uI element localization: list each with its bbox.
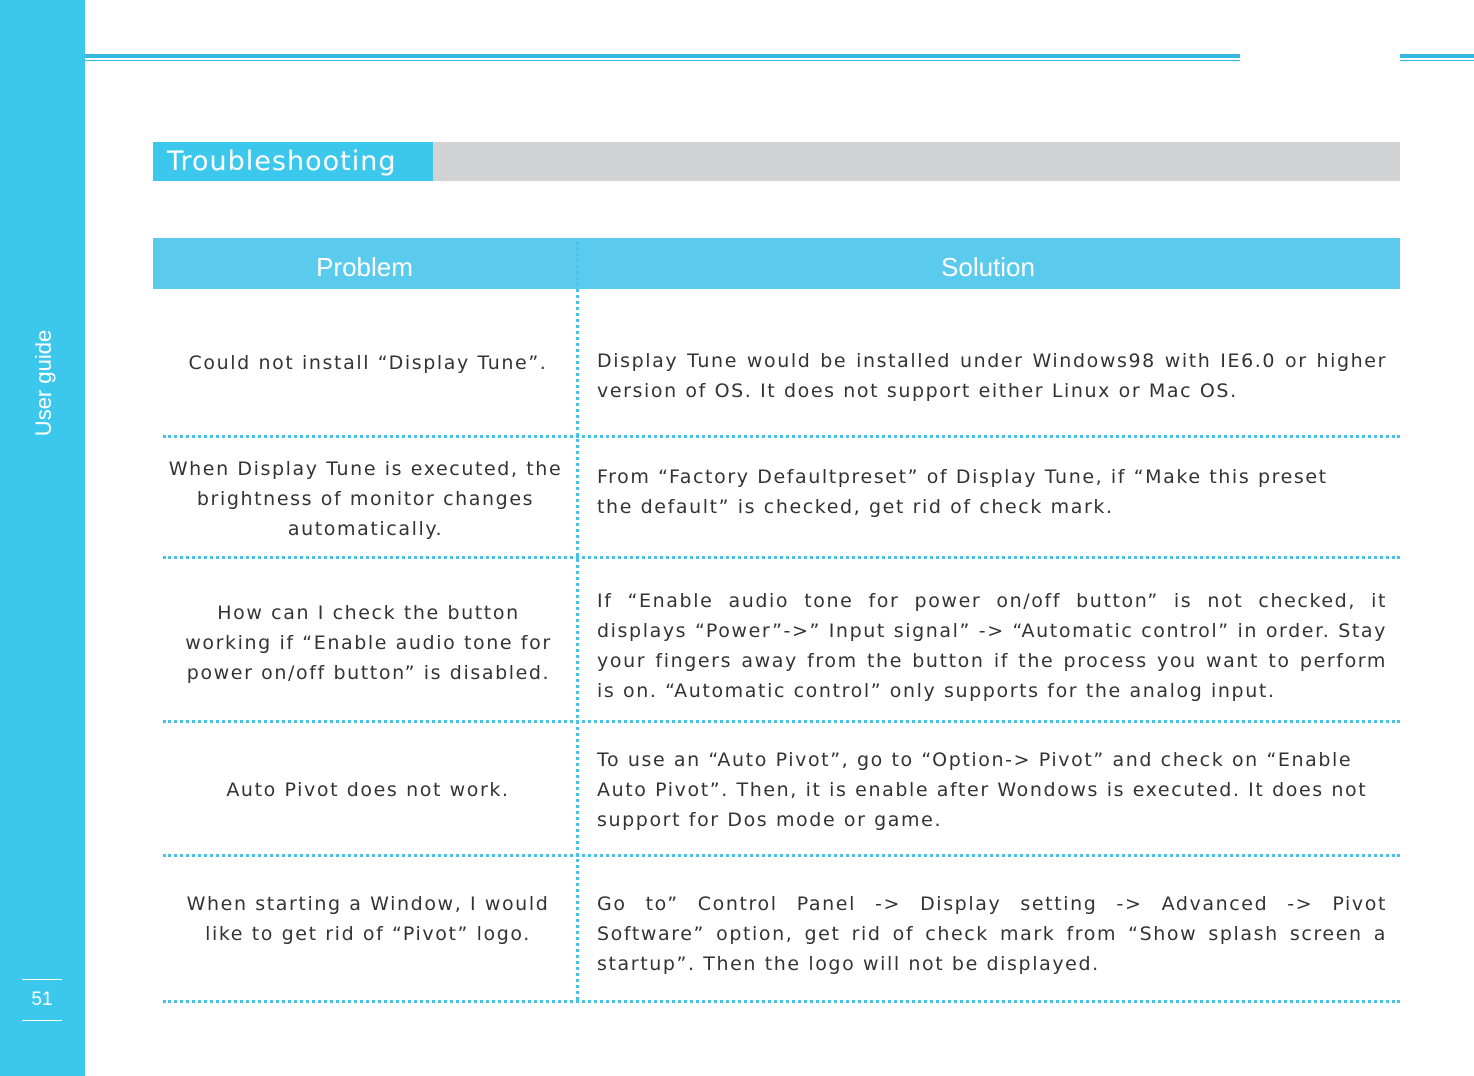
solution-cell: Go to” Control Panel -> Display setting -> Advanced -> Pivot Software” option, get rid of check mark from “Show splash screen a startup”. Then the logo will not be displayed. xyxy=(597,893,1387,975)
side-label: User guide xyxy=(31,329,56,437)
solution-cell: Display Tune would be installed under Windows98 with IE6.0 or higher version of OS. It does not support either Linux or Mac OS. xyxy=(597,350,1387,402)
solution-cell: To use an “Auto Pivot”, go to “Option-> Pivot” and check on “Enable Auto Pivot”. Then, it is enable after Wondows is executed. It does not support for Dos mode or game. xyxy=(597,749,1368,831)
row-divider xyxy=(163,556,1400,559)
problem-cell: When starting a Window, I would like to get rid of “Pivot” logo. xyxy=(186,893,550,945)
sidebar xyxy=(0,0,85,1076)
problem-cell: Could not install “Display Tune”. xyxy=(188,352,548,374)
header-problem: Problem xyxy=(316,252,413,282)
table-header xyxy=(153,238,1400,289)
row-divider xyxy=(163,1000,1400,1003)
column-divider xyxy=(576,242,579,1000)
problem-cell: Auto Pivot does not work. xyxy=(226,779,510,801)
solution-cell: From “Factory Defaultpreset” of Display Tune, if “Make this preset the default” is checked, get rid of check mark. xyxy=(597,466,1328,518)
row-divider xyxy=(163,720,1400,723)
top-rule-right xyxy=(1400,54,1474,58)
row-divider xyxy=(163,854,1400,857)
page-number: 51 xyxy=(22,979,62,1021)
row-divider xyxy=(163,435,1400,438)
top-rule-thin xyxy=(85,60,1240,61)
problem-cell: When Display Tune is executed, the brightness of monitor changes automatically. xyxy=(168,458,563,540)
header-solution: Solution xyxy=(941,252,1035,282)
solution-cell: If “Enable audio tone for power on/off button” is not checked, it displays “Power”->” Input signal” -> “Automatic control” in order. Stay your fingers away from the button if the process you want to perform is on. “Automatic control” only supports for the analog input. xyxy=(597,590,1387,702)
section-title: Troubleshooting xyxy=(153,142,433,181)
top-rule-right-thin xyxy=(1400,60,1474,61)
problem-cell: How can I check the button working if “Enable audio tone for power on/off button” is disabled. xyxy=(185,602,552,684)
top-rule xyxy=(85,54,1240,58)
